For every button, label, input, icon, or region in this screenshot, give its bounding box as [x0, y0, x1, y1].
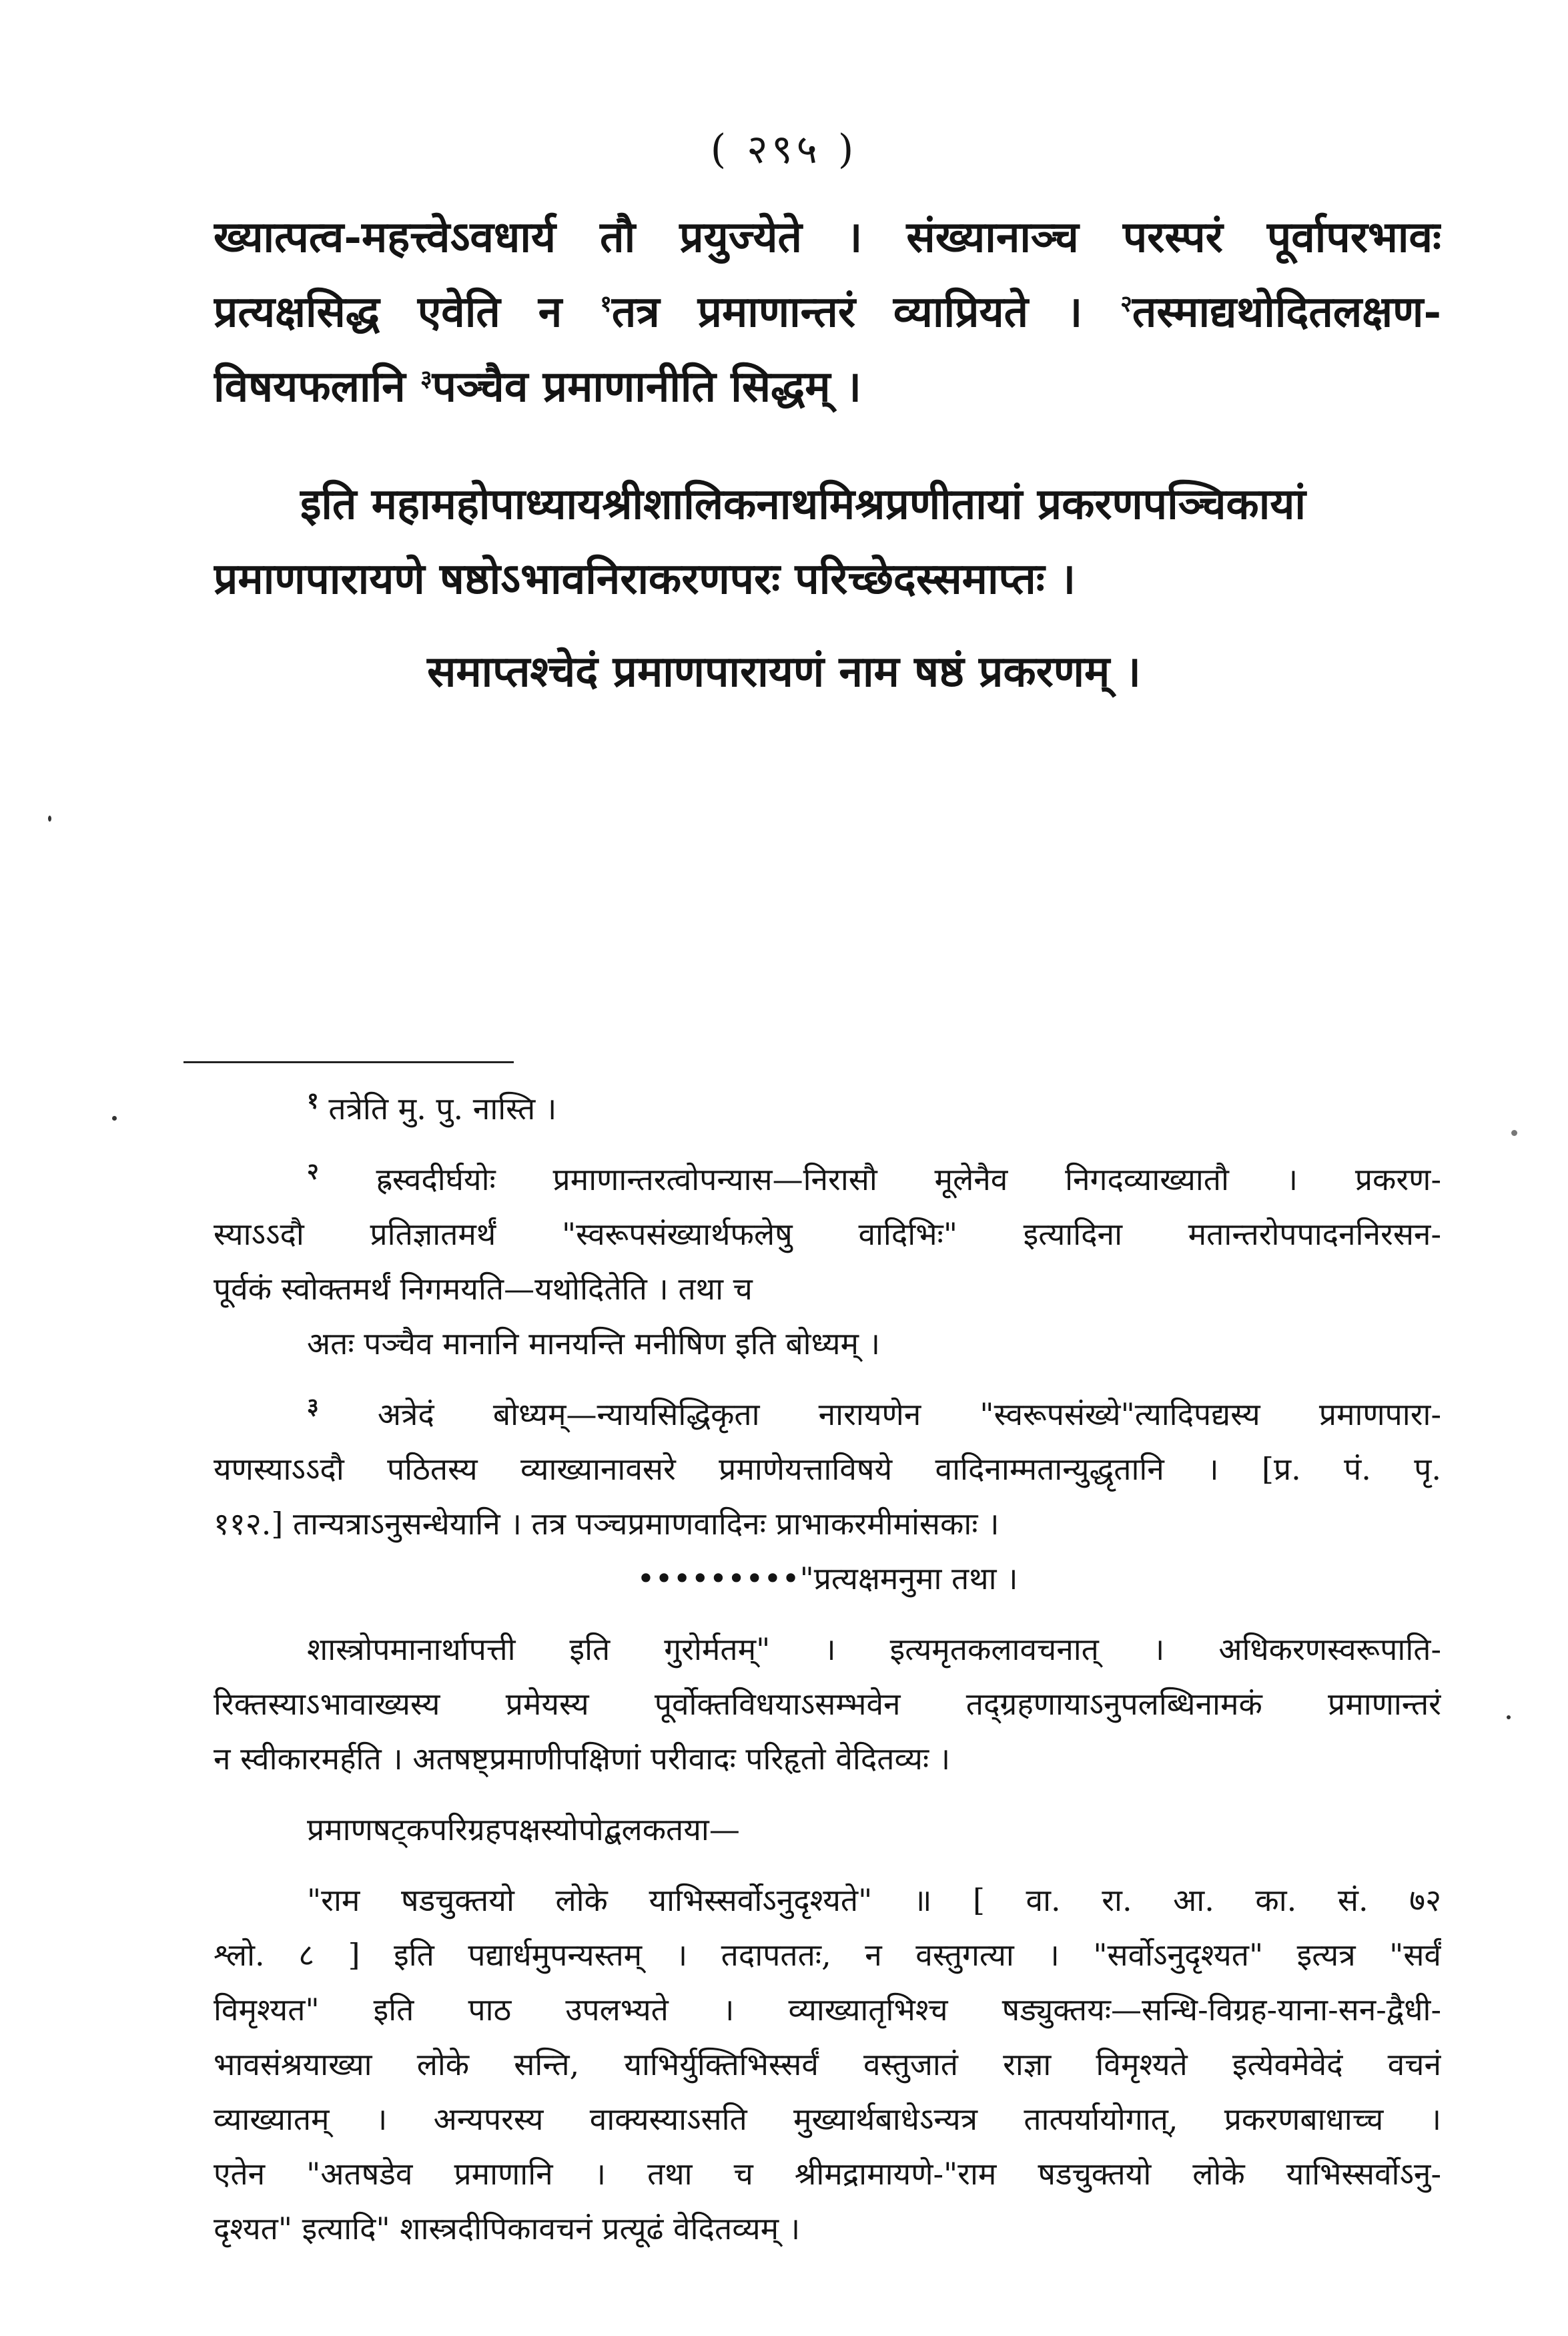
- scan-speck: [1511, 1130, 1517, 1136]
- footnote-3-line-13: व्याख्यातम् । अन्यपरस्य वाक्यस्याऽसति मुख्यार्थबाधेऽन्यत्र तात्पर्यायोगात्, प्रकरणबाधाच्च ।: [214, 2101, 1441, 2137]
- main-text: [214, 200, 1441, 424]
- footnote-mark-1: १: [600, 290, 612, 318]
- footnote-2-text-1: ह्रस्वदीर्घयोः प्रमाणान्तरत्वोपन्यास—निरासौ मूलेनैव निगदव्याख्यातौ । प्रकरण-: [376, 1161, 1441, 1197]
- footnote-3-mark: ३: [307, 1393, 319, 1420]
- main-line-1: ख्यात्पत्व-महत्त्वेऽवधार्य तौ प्रयुज्येते । संख्यानाञ्च परस्परं पूर्वापरभावः: [214, 212, 1441, 262]
- footnote-3-text-1: अत्रेदं बोध्यम्—न्यायसिद्धिकृता नारायणेन "स्वरूपसंख्ये"त्यादिपद्यस्य प्रमाणपारा-: [377, 1396, 1441, 1432]
- footnote-2-mark: २: [307, 1158, 319, 1185]
- scan-speck: [112, 1116, 117, 1121]
- footnote-3-line-1: [214, 1387, 1441, 1442]
- footnotes: [214, 1081, 1441, 2256]
- main-line-2-b: तत्र प्रमाणान्तरं व्याप्रियते ।: [611, 287, 1083, 337]
- footnote-2-line-4: अतः पञ्चैव मानानि मानयन्ति मनीषिण इति बोध्यम् ।: [307, 1326, 881, 1362]
- footnote-3-line-2: यणस्याऽऽदौ पठितस्य व्याख्यानावसरे प्रमाणेयत्ताविषये वादिनाम्मतान्युद्धृतानि । [प्र. पं. पृ.: [214, 1451, 1441, 1487]
- footnote-mark-3: ३: [420, 365, 432, 392]
- main-line-3: [214, 350, 1441, 424]
- footnote-2-line-1: [214, 1152, 1441, 1207]
- main-line-2-c: तस्माद्यथोदितलक्षण-: [1132, 287, 1441, 337]
- footnote-3-line-5: शास्त्रोपमानार्थापत्ती इति गुरोर्मतम्" । इत्यमृतकलावचनात् । अधिकरणस्वरूपाति-: [307, 1631, 1441, 1667]
- colophon-line-2: प्रमाणपारायणे षष्ठोऽभावनिराकरणपरः परिच्छेदस्समाप्तः ।: [214, 554, 1076, 604]
- footnote-3-line-4: •••••••••"प्रत्यक्षमनुमा तथा ।: [637, 1560, 1018, 1596]
- footnote-3-line-3: ११२.] तान्यत्राऽनुसन्धेयानि । तत्र पञ्चप्रमाणवादिनः प्राभाकरमीमांसकाः ।: [214, 1506, 1000, 1542]
- footnote-1: [214, 1081, 1441, 1136]
- footnote-3-line-6: रिक्तस्याऽभावाख्यस्य प्रमेयस्य पूर्वोक्तविधयाऽसम्भवेन तद्ग्रहणायाऽनुपलब्धिनामकं प्रमाणान्तरं: [214, 1686, 1441, 1722]
- footnote-2-line-2: स्याऽऽदौ प्रतिज्ञातमर्थं "स्वरूपसंख्यार्थफलेषु वादिभिः" इत्यादिना मतान्तरोपपादननिरसन-: [214, 1216, 1441, 1252]
- footnote-3-line-7: न स्वीकारमर्हति । अतषष्ट्प्रमाणीपक्षिणां परीवादः परिहृतो वेदितव्यः ।: [214, 1741, 951, 1777]
- main-line-2: [214, 275, 1441, 350]
- footnote-3-line-9: "राम षडचुक्तयो लोके याभिस्सर्वोऽनुदृश्यते" ॥ [ वा. रा. आ. का. सं. ७२: [307, 1882, 1441, 1918]
- colophon-line-1: इति महामहोपाध्यायश्रीशालिकनाथमिश्रप्रणीतायां प्रकरणपञ्चिकायां: [300, 479, 1306, 529]
- footnote-3-line-14: एतेन "अतषडेव प्रमाणानि । तथा च श्रीमद्रामायणे-"राम षडचुक्तयो लोके याभिस्सर्वोऽनु-: [214, 2156, 1441, 2192]
- footnote-3-line-11: विमृश्यत" इति पाठ उपलभ्यते । व्याख्यातृभिश्च षड्युक्तयः—सन्धि-विग्रह-याना-सन-द्वैधी-: [214, 1992, 1441, 2028]
- footnote-1-mark: १: [307, 1087, 319, 1115]
- footnote-rule: [183, 1061, 514, 1063]
- scan-speck: [48, 816, 51, 822]
- page-number: ( २९५ ): [710, 126, 858, 173]
- footnote-3-line-8: प्रमाणषट्कपरिग्रहपक्षस्योपोद्बलकतया—: [307, 1811, 740, 1847]
- footnote-3-line-10: श्लो. ८ ] इति पद्यार्धमुपन्यस्तम् । तदापततः, न वस्तुगत्या । "सर्वोऽनुदृश्यत" इत्यत्र "सर्वं: [214, 1937, 1441, 1973]
- colophon: [214, 467, 1441, 617]
- footnote-3-line-12: भावसंश्रयाख्या लोके सन्ति, याभिर्युक्तिभिस्सर्वं वस्तुजातं राज्ञा विमृश्यते इत्येवमेवेदं वचनं: [214, 2046, 1441, 2082]
- footnote-3-line-15: दृश्यत" इत्यादि" शास्त्रदीपिकावचनं प्रत्यूढं वेदितव्यम् ।: [214, 2211, 801, 2247]
- footnote-mark-2: २: [1120, 290, 1132, 318]
- main-line-3-b: पञ्चैव प्रमाणानीति सिद्धम् ।: [432, 362, 862, 412]
- main-line-3-a: विषयफलानि: [214, 362, 406, 412]
- scan-speck: [1507, 1715, 1511, 1719]
- main-line-2-a: प्रत्यक्षसिद्ध एवेति न: [214, 287, 562, 337]
- footnote-1-text: तत्रेति मु. पु. नास्ति ।: [328, 1091, 557, 1127]
- closing-line: समाप्तश्चेदं प्रमाणपारायणं नाम षष्ठं प्रकरणम् ।: [427, 647, 1141, 697]
- footnote-2-line-3: पूर्वकं स्वोक्तमर्थं निगमयति—यथोदितेति । तथा च: [214, 1271, 753, 1307]
